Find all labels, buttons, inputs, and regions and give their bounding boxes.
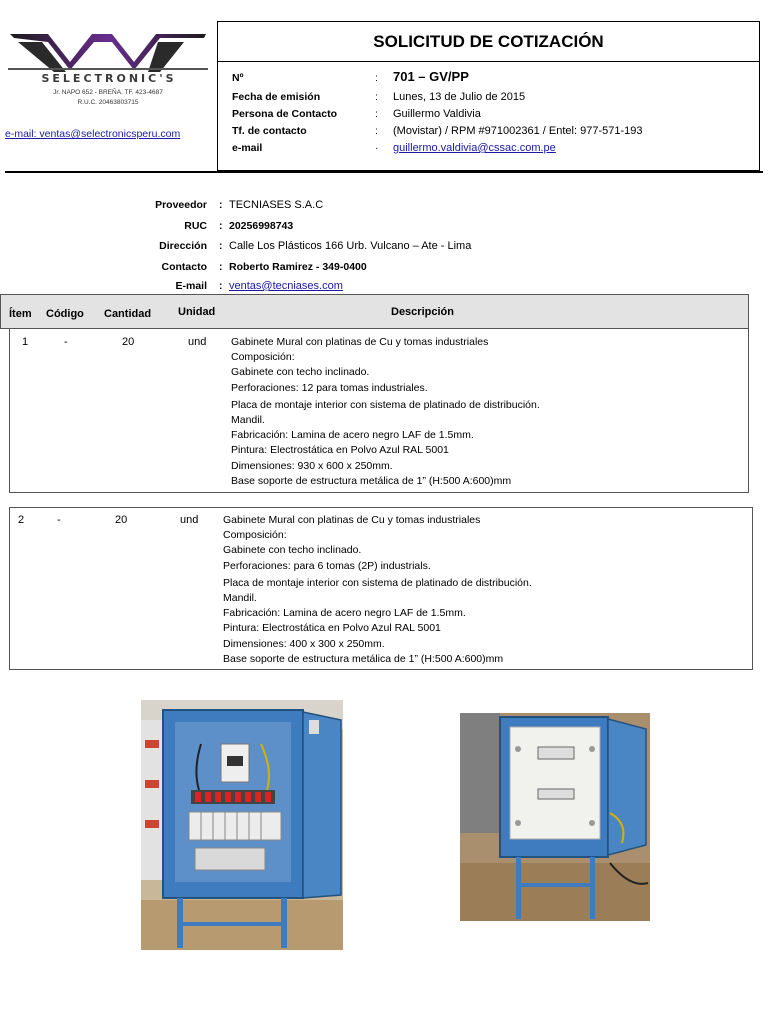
cabinet-photo-2	[460, 713, 650, 921]
desc-line: Mandil.	[223, 591, 257, 604]
desc-line: Placa de montaje interior con sistema de platinado de distribución.	[223, 576, 532, 589]
header-sep: :	[375, 91, 378, 103]
provider-name: TECNIASES S.A.C	[229, 199, 324, 211]
header-sep: ·	[375, 142, 379, 154]
header-sep: :	[375, 108, 378, 120]
provider-row	[0, 199, 768, 215]
item-description	[223, 513, 532, 667]
provider-row	[0, 220, 768, 236]
item-code: -	[64, 336, 68, 348]
company-logo	[8, 28, 208, 118]
col-header-unit: Unidad	[178, 306, 216, 318]
header-label: Fecha de emisión	[232, 91, 321, 103]
issue-date: Lunes, 13 de Julio de 2015	[393, 91, 526, 103]
col-header-description: Descripción	[391, 306, 454, 318]
desc-line: Base soporte de estructura metálica de 1” (H:500 A:600)mm	[231, 474, 512, 487]
desc-line: Base soporte de estructura metálica de 1” (H:500 A:600)mm	[223, 652, 504, 665]
col-header-item: Ítem	[9, 308, 32, 320]
provider-label: Proveedor	[155, 199, 207, 211]
provider-address: Calle Los Plásticos 166 Urb. Vulcano – Ate - Lima	[229, 240, 472, 252]
contact-person: Guillermo Valdivia	[393, 108, 481, 120]
desc-line: Perforaciones: 12 para tomas industriales.	[231, 381, 428, 394]
header-label: Nº	[232, 72, 244, 84]
desc-line: Perforaciones: para 6 tomas (2P) industrials.	[223, 559, 431, 572]
provider-contact: Roberto Ramirez - 349-0400	[229, 261, 367, 273]
open-electrical-cabinet-icon	[141, 700, 343, 950]
desc-line: Composición:	[231, 351, 295, 364]
provider-colon: :	[219, 220, 223, 232]
header-row-phone	[218, 125, 759, 142]
provider-label: Dirección	[159, 240, 207, 252]
contact-phone: (Movistar) / RPM #971002361 / Entel: 977-571-193	[393, 125, 643, 137]
provider-ruc: 20256998743	[229, 220, 294, 232]
cabinet-photo-1	[141, 700, 343, 950]
item-number: 2	[18, 514, 25, 526]
item-unit: und	[180, 514, 199, 526]
company-brand: SELECTRONIC'S	[41, 72, 177, 85]
desc-line: Pintura: Electrostática en Polvo Azul RAL 5001	[223, 622, 441, 635]
item-qty: 20	[115, 514, 128, 526]
provider-colon: :	[219, 199, 223, 211]
desc-line: Gabinete con techo inclinado.	[231, 366, 370, 379]
item-unit: und	[188, 336, 207, 348]
header-label: e-mail	[232, 142, 263, 154]
header-sep: :	[375, 125, 378, 137]
document-title: SOLICITUD DE COTIZACIÓN	[218, 22, 759, 62]
header-row-email	[218, 142, 759, 159]
selectronics-logo-mark-icon	[8, 28, 208, 76]
desc-line: Gabinete Mural con platinas de Cu y tomas industriales	[231, 336, 489, 348]
col-header-code: Código	[46, 308, 84, 320]
provider-label: RUC	[184, 220, 207, 232]
desc-line: Mandil.	[231, 413, 265, 426]
header-row-contact	[218, 108, 759, 125]
provider-label: Contacto	[161, 261, 207, 273]
desc-line: Gabinete Mural con platinas de Cu y tomas industriales	[223, 514, 481, 526]
item-qty: 20	[122, 336, 135, 348]
desc-line: Composición:	[223, 529, 287, 542]
provider-row	[0, 261, 768, 277]
header-label: Tf. de contacto	[232, 125, 307, 137]
table-row	[9, 328, 749, 493]
items-table-header	[0, 294, 749, 329]
header-label: Persona de Contacto	[232, 108, 338, 120]
provider-colon: :	[219, 280, 223, 292]
desc-line: Fabricación: Lamina de acero negro LAF de 1.5mm.	[231, 429, 474, 442]
header-row-number	[218, 69, 759, 89]
contact-email-link[interactable]: guillermo.valdivia@cssac.com.pe	[393, 142, 556, 154]
item-description	[231, 335, 540, 489]
company-ruc: R.U.C. 20463803715	[77, 99, 139, 106]
desc-line: Gabinete con techo inclinado.	[223, 544, 362, 557]
desc-line: Pintura: Electrostática en Polvo Azul RAL 5001	[231, 444, 449, 457]
provider-colon: :	[219, 261, 223, 273]
provider-label: E-mail	[175, 280, 207, 292]
table-row	[9, 507, 753, 670]
provider-email-link[interactable]: ventas@tecniases.com	[229, 280, 343, 292]
desc-line: Placa de montaje interior con sistema de platinado de distribución.	[231, 398, 540, 411]
item-code: -	[57, 514, 61, 526]
company-email-link[interactable]: e-mail: ventas@selectronicsperu.com	[5, 128, 181, 140]
header-row-date	[218, 91, 759, 108]
desc-line: Dimensiones: 400 x 300 x 250mm.	[223, 637, 385, 650]
open-electrical-cabinet-icon	[460, 713, 650, 921]
desc-line: Dimensiones: 930 x 600 x 250mm.	[231, 459, 393, 472]
item-number: 1	[22, 336, 29, 348]
provider-colon: :	[219, 240, 223, 252]
provider-row	[0, 240, 768, 256]
quote-number: 701 – GV/PP	[393, 69, 469, 84]
header-sep: :	[375, 72, 378, 84]
quote-header-box	[217, 21, 760, 171]
company-address: Jr. NAPO 652 - BREÑA, TF. 423-4687	[53, 89, 163, 96]
desc-line: Fabricación: Lamina de acero negro LAF de 1.5mm.	[223, 607, 466, 620]
col-header-qty: Cantidad	[104, 308, 152, 320]
header-divider	[5, 171, 763, 173]
